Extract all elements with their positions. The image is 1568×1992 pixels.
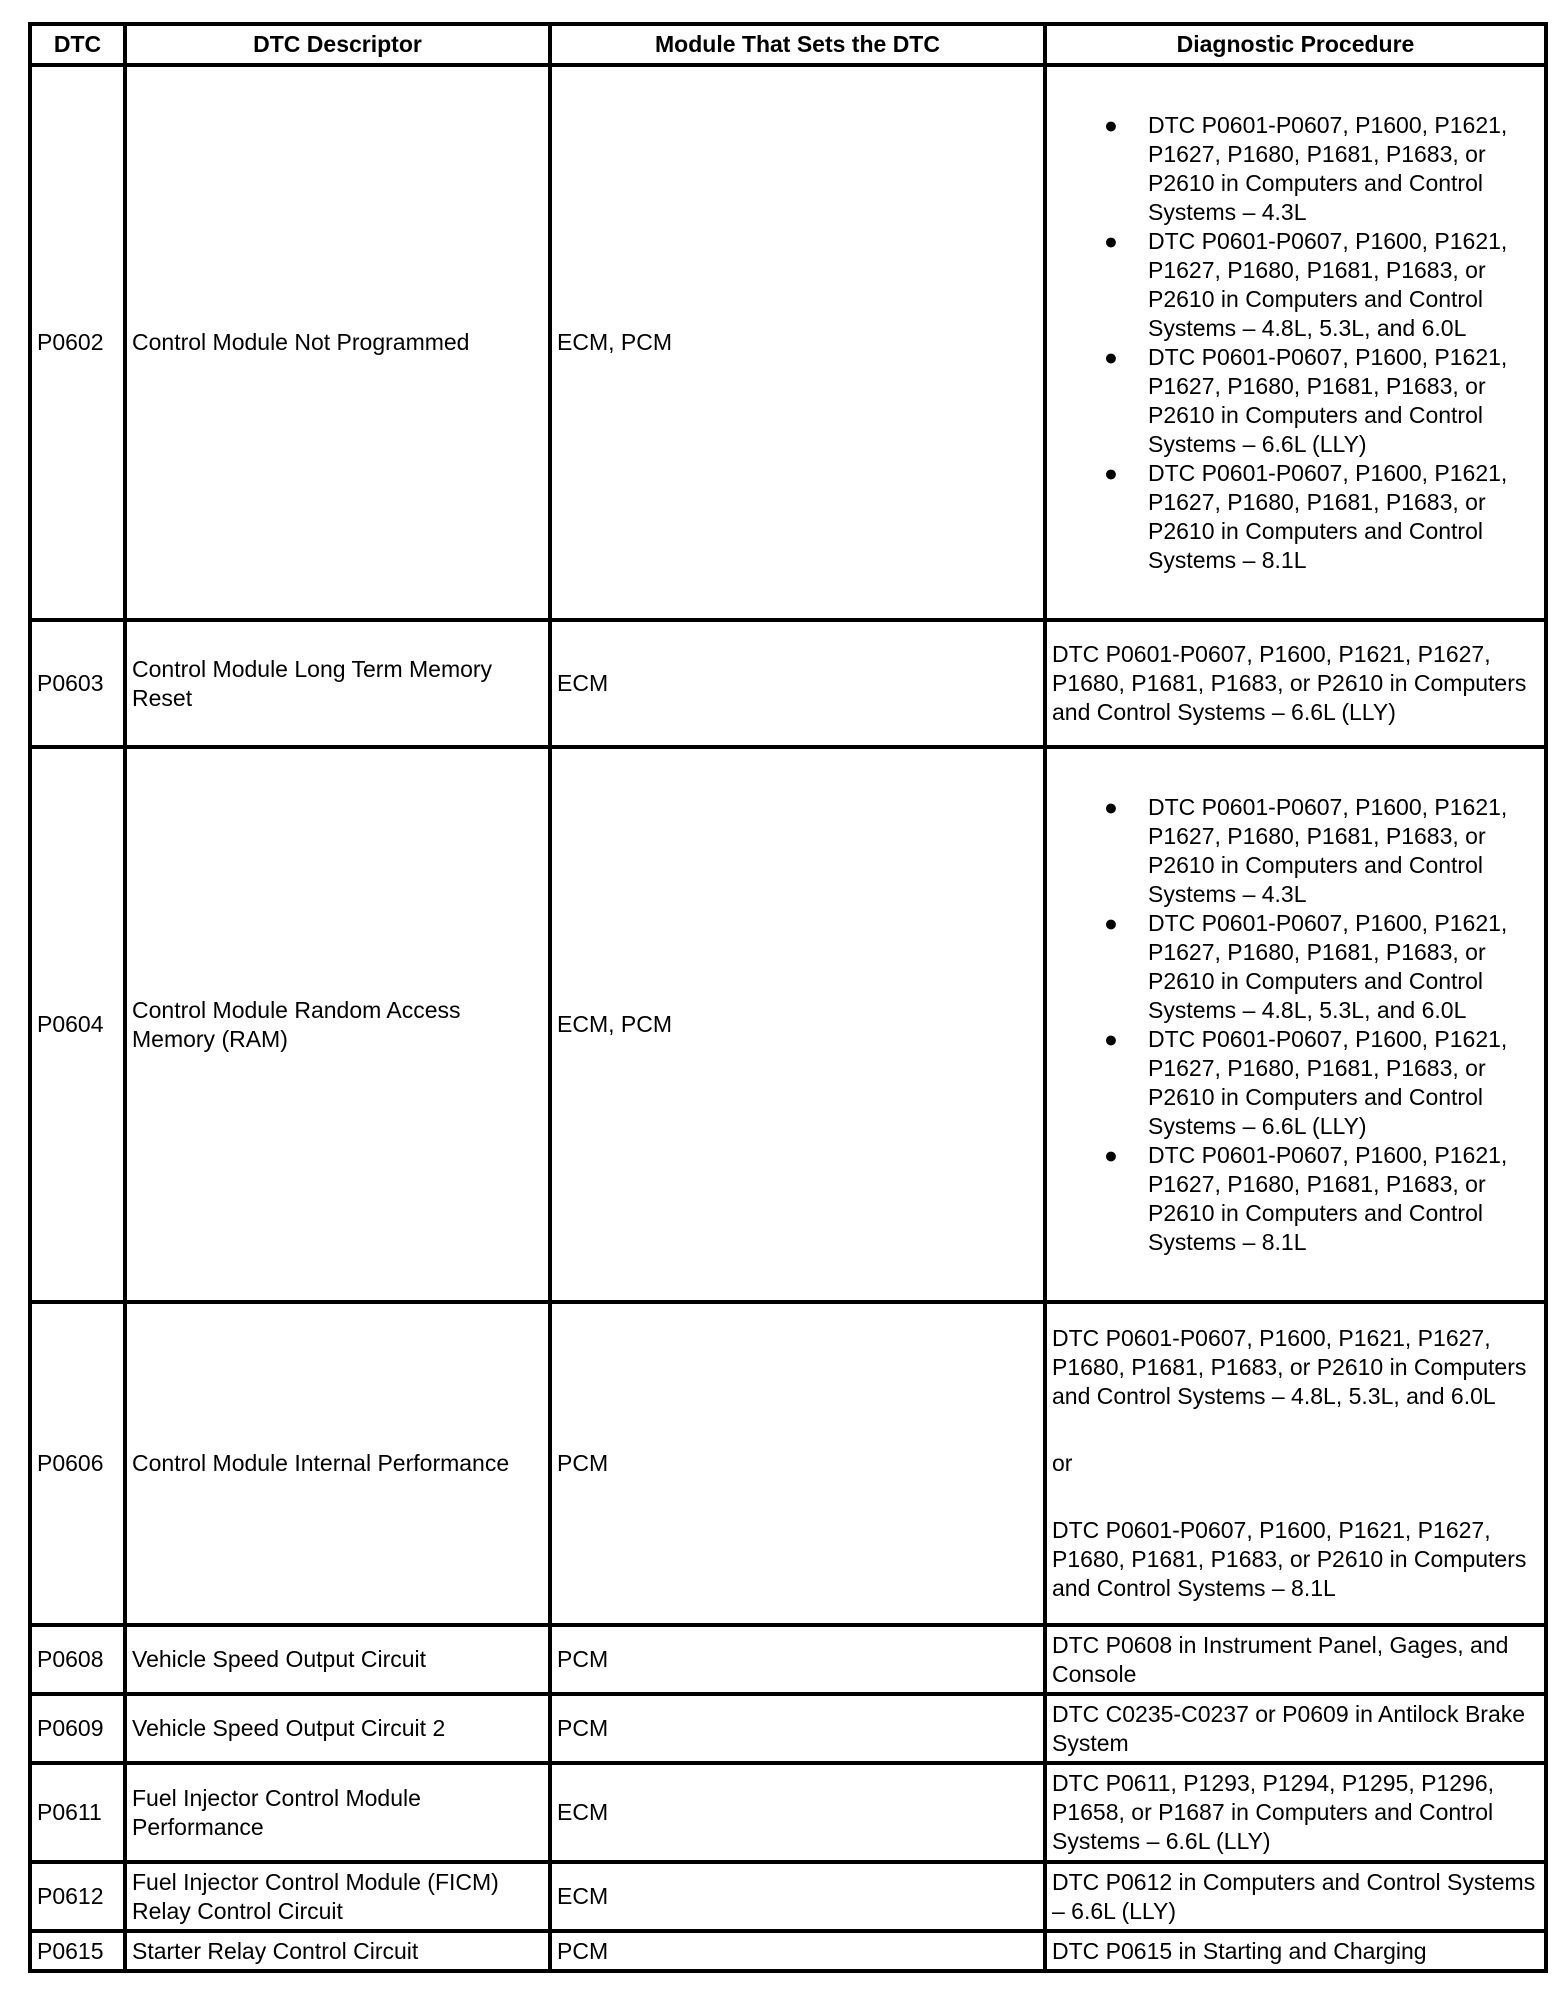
module: PCM — [550, 1694, 1045, 1763]
diagnostic-procedure — [1045, 1763, 1546, 1862]
dtc-descriptor: Vehicle Speed Output Circuit 2 — [125, 1694, 550, 1763]
dtc-code: P0609 — [30, 1694, 125, 1763]
diagnostic-procedure — [1045, 1694, 1546, 1763]
module: ECM, PCM — [550, 747, 1045, 1302]
table-row — [30, 1862, 1546, 1931]
procedure-link[interactable]: DTC P0601-P0607, P1600, P1621, P1627, P1680, P1681, P1683, or P2610 in Computers and Control Systems – 4.3L — [1148, 111, 1508, 225]
procedure-link[interactable]: DTC P0601-P0607, P1600, P1621, P1627, P1680, P1681, P1683, or P2610 in Computers and Control Systems – 4.3L — [1148, 793, 1508, 907]
dtc-descriptor: Control Module Not Programmed — [125, 65, 550, 620]
header-diagnostic-procedure: Diagnostic Procedure — [1045, 24, 1546, 65]
dtc-code: P0606 — [30, 1302, 125, 1625]
list-item — [1052, 459, 1539, 575]
bullet-icon: ● — [1104, 1141, 1118, 1168]
procedure-link[interactable]: DTC P0601-P0607, P1600, P1621, P1627, P1680, P1681, P1683, or P2610 in Computers and Control Systems – 6.6L (LLY) — [1148, 1025, 1508, 1139]
diagnostic-procedure — [1045, 747, 1546, 1302]
procedure-link[interactable]: DTC P0612 in Computers and Control Systems – 6.6L (LLY) — [1052, 1868, 1536, 1924]
list-item — [1052, 909, 1539, 1025]
bullet-icon: ● — [1104, 909, 1118, 936]
procedure-link[interactable]: DTC P0601-P0607, P1600, P1621, P1627, P1680, P1681, P1683, or P2610 in Computers and Control Systems – 4.8L, 5.3L, and 6.0L — [1052, 1325, 1527, 1409]
dtc-code: P0608 — [30, 1625, 125, 1694]
module: ECM — [550, 620, 1045, 747]
dtc-descriptor: Fuel Injector Control Module (FICM) Relay Control Circuit — [125, 1862, 550, 1931]
dtc-code: P0611 — [30, 1763, 125, 1862]
table-row — [30, 1625, 1546, 1694]
diagnostic-procedure — [1045, 620, 1546, 747]
bullet-icon: ● — [1104, 793, 1118, 820]
dtc-descriptor: Control Module Random Access Memory (RAM) — [125, 747, 550, 1302]
bullet-icon: ● — [1104, 1025, 1118, 1052]
procedure-link[interactable]: DTC P0608 in Instrument Panel, Gages, and Console — [1052, 1631, 1509, 1687]
header-dtc-descriptor: DTC Descriptor — [125, 24, 550, 65]
procedure-link[interactable]: DTC P0601-P0607, P1600, P1621, P1627, P1680, P1681, P1683, or P2610 in Computers and Control Systems – 8.1L — [1148, 1141, 1508, 1255]
dtc-code: P0615 — [30, 1931, 125, 1971]
procedure-list — [1052, 793, 1539, 1257]
table-row — [30, 620, 1546, 747]
list-item — [1052, 1141, 1539, 1257]
procedure-list — [1052, 111, 1539, 575]
list-item — [1052, 1025, 1539, 1141]
procedure-link[interactable]: DTC P0601-P0607, P1600, P1621, P1627, P1680, P1681, P1683, or P2610 in Computers and Control Systems – 8.1L — [1148, 459, 1508, 573]
table-row — [30, 1763, 1546, 1862]
table-row — [30, 1302, 1546, 1625]
module: PCM — [550, 1302, 1045, 1625]
list-item — [1052, 343, 1539, 459]
module: ECM — [550, 1763, 1045, 1862]
procedure-link[interactable]: DTC P0601-P0607, P1600, P1621, P1627, P1680, P1681, P1683, or P2610 in Computers and Control Systems – 8.1L — [1052, 1517, 1527, 1601]
diagnostic-procedure — [1045, 1625, 1546, 1694]
dtc-code: P0603 — [30, 620, 125, 747]
module: ECM, PCM — [550, 65, 1045, 620]
dtc-descriptor: Starter Relay Control Circuit — [125, 1931, 550, 1971]
procedure-connector: or — [1052, 1450, 1073, 1476]
table-row — [30, 1931, 1546, 1971]
dtc-code: P0612 — [30, 1862, 125, 1931]
dtc-descriptor: Control Module Internal Performance — [125, 1302, 550, 1625]
dtc-descriptor: Control Module Long Term Memory Reset — [125, 620, 550, 747]
diagnostic-procedure — [1045, 1931, 1546, 1971]
bullet-icon: ● — [1104, 343, 1118, 370]
table-row — [30, 65, 1546, 620]
diagnostic-procedure — [1045, 1862, 1546, 1931]
dtc-code: P0604 — [30, 747, 125, 1302]
procedure-link[interactable]: DTC P0601-P0607, P1600, P1621, P1627, P1680, P1681, P1683, or P2610 in Computers and Control Systems – 4.8L, 5.3L, and 6.0L — [1148, 909, 1508, 1023]
procedure-link[interactable]: DTC P0601-P0607, P1600, P1621, P1627, P1680, P1681, P1683, or P2610 in Computers and Control Systems – 6.6L (LLY) — [1148, 343, 1508, 457]
module: PCM — [550, 1931, 1045, 1971]
module: ECM — [550, 1862, 1045, 1931]
procedure-link[interactable]: DTC P0601-P0607, P1600, P1621, P1627, P1680, P1681, P1683, or P2610 in Computers and Control Systems – 4.8L, 5.3L, and 6.0L — [1148, 227, 1508, 341]
table-row — [30, 1694, 1546, 1763]
list-item — [1052, 111, 1539, 227]
module: PCM — [550, 1625, 1045, 1694]
bullet-icon: ● — [1104, 111, 1118, 138]
procedure-link[interactable]: DTC P0615 in Starting and Charging — [1052, 1937, 1427, 1964]
table-header-row — [30, 24, 1546, 65]
procedure-link[interactable]: DTC C0235-C0237 or P0609 in Antilock Brake System — [1052, 1700, 1526, 1756]
bullet-icon: ● — [1104, 459, 1118, 486]
procedure-link[interactable]: DTC P0611, P1293, P1294, P1295, P1296, P1658, or P1687 in Computers and Control Systems – 6.6L (LLY) — [1052, 1770, 1494, 1854]
header-module: Module That Sets the DTC — [550, 24, 1045, 65]
table-row — [30, 747, 1546, 1302]
dtc-table — [28, 22, 1548, 1973]
dtc-descriptor: Fuel Injector Control Module Performance — [125, 1763, 550, 1862]
list-item — [1052, 227, 1539, 343]
diagnostic-procedure — [1045, 1302, 1546, 1625]
dtc-descriptor: Vehicle Speed Output Circuit — [125, 1625, 550, 1694]
bullet-icon: ● — [1104, 227, 1118, 254]
header-dtc: DTC — [30, 24, 125, 65]
procedure-link[interactable]: DTC P0601-P0607, P1600, P1621, P1627, P1680, P1681, P1683, or P2610 in Computers and Control Systems – 6.6L (LLY) — [1052, 641, 1527, 725]
diagnostic-procedure — [1045, 65, 1546, 620]
list-item — [1052, 793, 1539, 909]
dtc-code: P0602 — [30, 65, 125, 620]
